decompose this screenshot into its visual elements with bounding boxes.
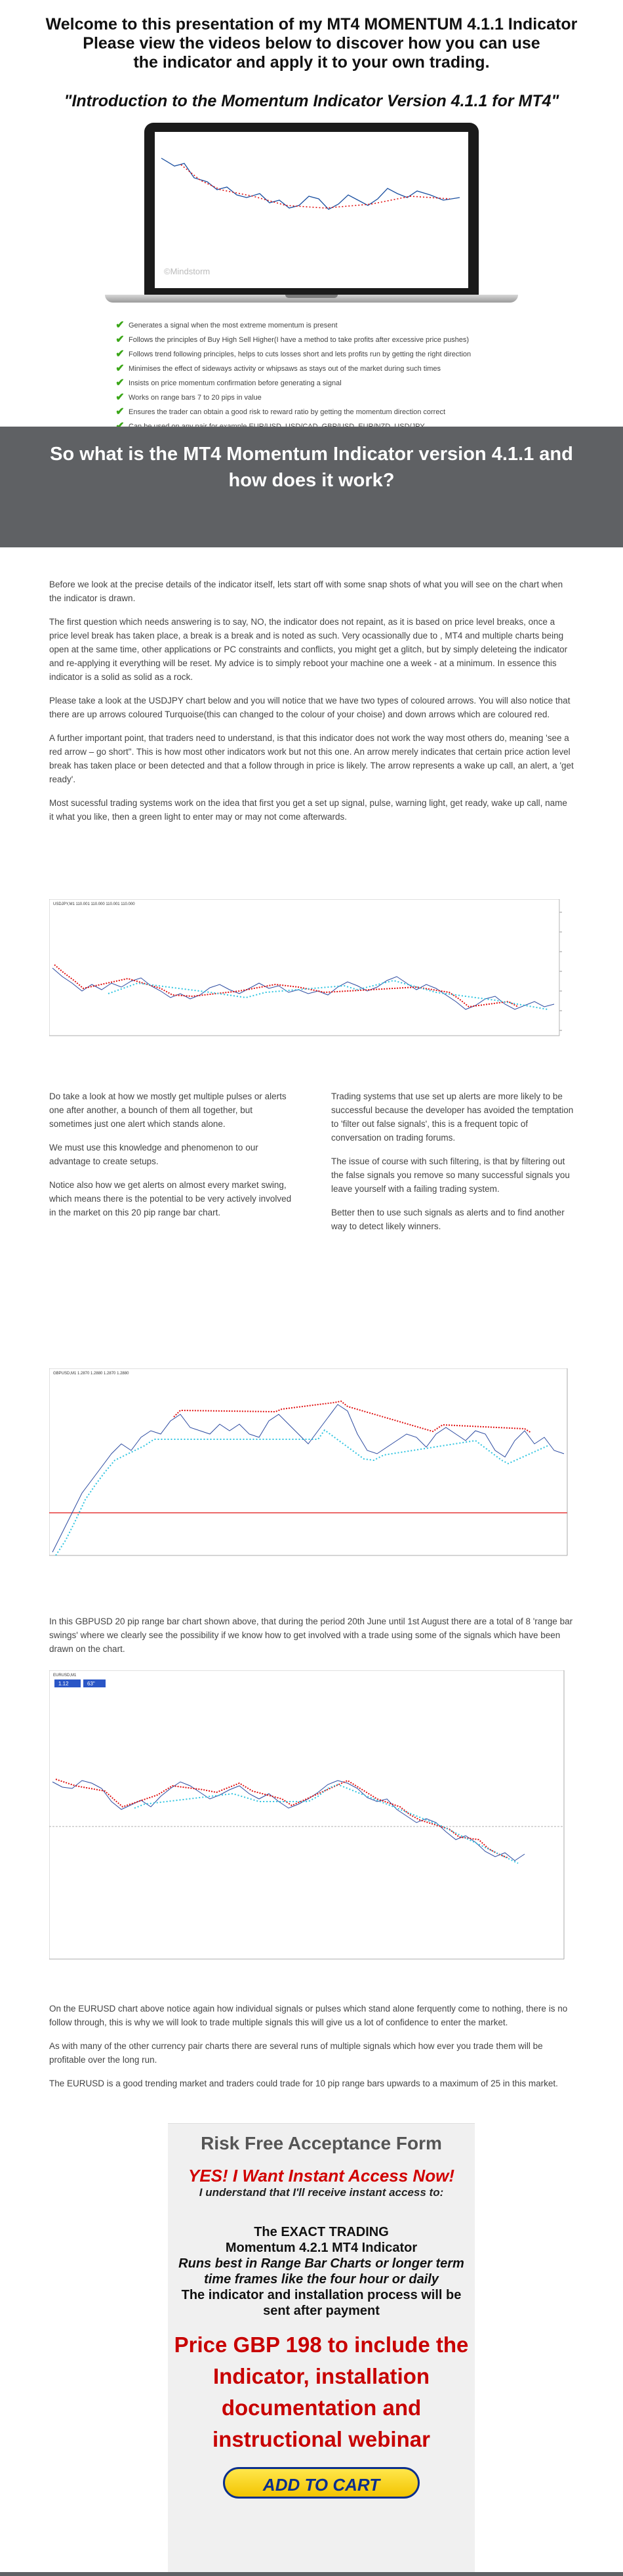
- feature-item: ✔ Minimises the effect of sideways activity or whipsaws as stays out of the market during such times: [111, 362, 512, 376]
- hero: [0, 0, 623, 434]
- checkmark-icon: ✔: [115, 320, 125, 331]
- intro-text: [49, 578, 574, 834]
- usdjpy-chart-svg: [49, 899, 579, 1047]
- checkmark-icon: ✔: [115, 392, 125, 403]
- paragraph: A further important point, that traders need to understand, is that this indicator does not work the way most others do, meaning 'see a red arrow – go short". This is how most other indicators work but not this one. An arrow merely indicates that certain price action level break has taken place or been detected and that a follow through in price is likely. The arrow represents a wake up call, an alert, a 'get ready'.: [49, 733, 574, 784]
- section-banner: [0, 427, 623, 547]
- feature-item: ✔ Follows the principles of Buy High Sell Higher(I have a method to take profits after excessive price pushes): [111, 333, 512, 347]
- paragraph: The first question which needs answering is to say, NO, the indicator does not repaint, as it is based on price level breaks, once a price level break has taken place, a break is a break and is noted as such. Very ocassionally due to , MT4 and multiple charts being open at the same time, other applications or PC constraints and conflicts, you might get a glitch, but by simply deleteing the indicator and re-applying it everything will be reset. My advice is to simply reboot your machine one a week - at a minimum. In essence this indicator is a solid as solid as a rock.: [49, 617, 568, 682]
- paragraph: Do take a look at how we mostly get multiple pulses or alerts one after another, a bounch of them all together, but sometimes just one alert which stands alone.: [49, 1091, 287, 1129]
- chart-header: USDJPY,M1 110.001 110.000 110.001 110.000: [53, 902, 135, 906]
- feature-item: ✔ Follows trend following principles, helps to cuts losses short and lets profits run by getting the right direction: [111, 347, 512, 362]
- gbpusd-chart-svg: [49, 1368, 579, 1569]
- left-column: [49, 1089, 292, 1229]
- paragraph: The EURUSD is a good trending market and traders could trade for 10 pip range bars upwards to a maximum of 25 in this market.: [49, 2079, 558, 2088]
- feature-item: ✔ Generates a signal when the most extreme momentum is present: [111, 318, 512, 333]
- right-column: [331, 1089, 574, 1243]
- price-statement: Price GBP 198 to include the Indicator, installation documentation and instructional webinar: [174, 2333, 469, 2451]
- checkmark-icon: ✔: [115, 334, 125, 345]
- checkmark-icon: ✔: [115, 406, 125, 417]
- feature-item: ✔ Insists on price momentum confirmation before generating a signal: [111, 376, 512, 391]
- video-watermark: ©Mindstorm: [164, 266, 211, 276]
- chart-header: GBPUSD,M1 1.2870 1.2880 1.2870 1.2880: [53, 1372, 129, 1376]
- video-title: "Introduction to the Momentum Indicator Version 4.1.1 for MT4": [64, 92, 559, 110]
- paragraph: On the EURUSD chart above notice again how individual signals or pulses which stand alone ferquently come to nothing, there is no follow through, this is why we will look to trade multiple signals this will give us a lot of confidence to enter the market.: [49, 2004, 568, 2027]
- paragraph: Notice also how we get alerts on almost every market swing, which means there is the potential to be very actively involved in the market on this 20 pip range bar chart.: [49, 1180, 292, 1217]
- paragraph: Please take a look at the USDJPY chart below and you will notice that we have two types of coloured arrows. You will also notice that there are up arrows coloured Turquoise(this can changed to the colour of your choise) and down arrows which are coloured red.: [49, 696, 571, 719]
- paragraph: Trading systems that use set up alerts are more likely to be successful because the developer has avoided the temptation to 'filter out false signals', this is a frequent topic of conversation on trading forums.: [331, 1091, 574, 1143]
- eurusd-chart-svg: [49, 1670, 579, 1969]
- eurusd-chart: [49, 1670, 579, 1969]
- access-statement: I understand that I'll receive instant access to:: [199, 2186, 444, 2199]
- feature-item: ✔ Ensures the trader can obtain a good risk to reward ratio by getting the momentum direction correct: [111, 405, 512, 419]
- paragraph: In this GBPUSD 20 pip range bar chart shown above, that during the period 20th June until 1st August there are a total of 8 'range bar swings' where we clearly see the possibility if we know how to get involved with a trade using some of the signals which have been drawn on the chart.: [49, 1616, 573, 1654]
- usdjpy-chart: [49, 899, 579, 1047]
- offer-line: The EXACT TRADING: [254, 2225, 389, 2239]
- footer-rule: [0, 2572, 623, 2576]
- feature-item: ✔ Works on range bars 7 to 20 pips in value: [111, 391, 512, 405]
- laptop-notch: [285, 295, 338, 298]
- paragraph: As with many of the other currency pair charts there are several runs of multiple signals which how ever you trade them will be profitable over the long run.: [49, 2041, 543, 2065]
- paragraph: Most sucessful trading systems work on the idea that first you get a set up signal, pulse, warning light, get ready, wake up call, name it what you like, then a green light to enter may or may not come afterwards.: [49, 798, 567, 822]
- checkmark-icon: ✔: [115, 363, 125, 374]
- gbpusd-chart: [49, 1368, 579, 1569]
- feature-list: [111, 318, 512, 434]
- offer-line: The indicator and installation process will be sent after payment: [181, 2288, 462, 2318]
- laptop-lid: [144, 123, 479, 295]
- section-heading: So what is the MT4 Momentum Indicator version 4.1.1 and how does it work?: [50, 444, 573, 491]
- order-form-title: Risk Free Acceptance Form: [201, 2133, 442, 2153]
- paragraph: The issue of course with such filtering, is that by filtering out the false signals you remove so many successful signals you leave yourself with a failing trading system.: [331, 1156, 570, 1194]
- offer-line: Momentum 4.2.1 MT4 Indicator: [225, 2241, 418, 2255]
- paragraph: Better then to use such signals as alerts and to find another way to detect likely winners.: [331, 1208, 565, 1231]
- instant-access-headline: YES! I Want Instant Access Now!: [188, 2166, 454, 2185]
- ask-box-label: 63": [87, 1681, 95, 1687]
- page-subtitle: Please view the videos below to discover how you can use the indicator and apply it to your own trading.: [83, 34, 540, 72]
- checkmark-icon: ✔: [115, 377, 125, 389]
- bid-box-label: 1.12: [58, 1681, 69, 1687]
- video-chart-preview: [155, 132, 468, 288]
- checkmark-icon: ✔: [115, 348, 125, 360]
- add-to-cart-button[interactable]: ADD TO CART: [223, 2467, 420, 2499]
- paragraph: Before we look at the precise details of the indicator itself, lets start off with some snap shots of what you will see on the chart when the indicator is drawn.: [49, 580, 563, 603]
- offer-line: Runs best in Range Bar Charts or longer term time frames like the four hour or daily: [178, 2256, 464, 2287]
- eurusd-text: [49, 2002, 574, 2100]
- video-player[interactable]: [105, 123, 518, 306]
- video-screen[interactable]: [155, 132, 468, 288]
- gbpusd-text: [49, 1615, 574, 1666]
- order-form: [168, 2123, 475, 2576]
- page-title: Welcome to this presentation of my MT4 MOMENTUM 4.1.1 Indicator: [45, 15, 578, 33]
- paragraph: We must use this knowledge and phenomenon to our advantage to create setups.: [49, 1143, 258, 1166]
- chart-header: EURUSD,M1: [53, 1674, 77, 1678]
